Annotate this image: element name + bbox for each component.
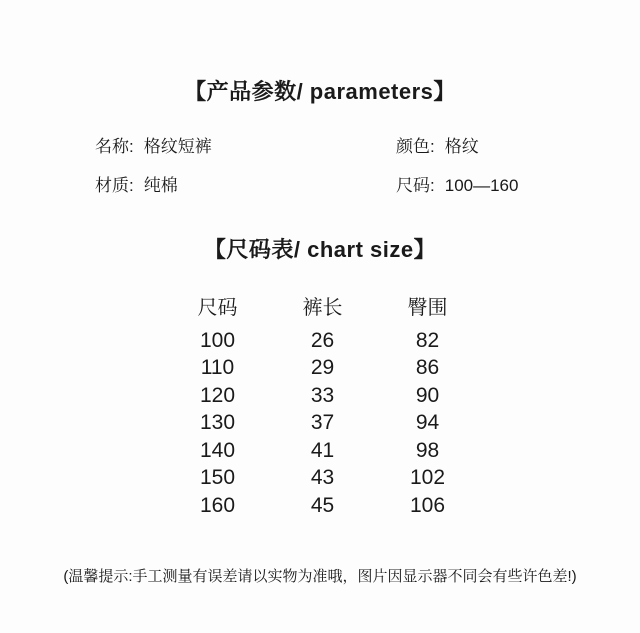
size-table-cell: 100 — [199, 328, 236, 352]
size-table-header-pant-length: 裤长 — [302, 297, 343, 319]
size-table-cell: 140 — [199, 438, 236, 462]
size-table-cell: 150 — [199, 466, 236, 489]
size-table-cell: 120 — [199, 383, 236, 407]
size-table-row — [165, 464, 481, 492]
size-table-body — [165, 327, 481, 520]
size-table-cell: 90 — [415, 383, 440, 407]
size-table-row — [165, 437, 481, 465]
size-table-header-size: 尺码 — [197, 297, 238, 319]
param-field-size — [396, 177, 518, 194]
param-size-value: 100—160 — [444, 176, 519, 195]
param-size-label: 尺码: — [396, 176, 435, 195]
parameters-section-title: 【产品参数/ parameters】 — [184, 79, 456, 104]
size-table-cell: 45 — [310, 493, 335, 517]
param-field-name — [95, 138, 212, 155]
param-name-label: 名称: — [95, 137, 134, 156]
size-table-row — [165, 327, 481, 355]
size-table-cell: 130 — [199, 411, 236, 434]
size-table-cell: 94 — [415, 411, 440, 434]
size-table-cell: 41 — [310, 438, 335, 462]
param-field-color — [396, 138, 479, 155]
size-table-cell: 29 — [310, 356, 335, 379]
size-table-header-hip: 臀围 — [407, 297, 448, 319]
size-table-cell: 33 — [310, 383, 335, 407]
size-table-cell: 37 — [310, 411, 335, 434]
size-table-cell: 106 — [409, 493, 446, 517]
size-table-row — [165, 409, 481, 437]
size-table-cell: 98 — [415, 438, 440, 462]
size-chart-table — [165, 295, 481, 519]
footer-disclaimer-note: (温馨提示:手工测量有误差请以实物为准哦，图片因显示器不同会有些许色差!) — [63, 568, 577, 585]
param-color-label: 颜色: — [396, 137, 435, 156]
size-table-cell: 86 — [415, 356, 440, 379]
param-material-value: 纯棉 — [143, 176, 178, 195]
size-table-cell: 26 — [310, 328, 335, 352]
size-table-row — [165, 354, 481, 382]
size-table-cell: 102 — [409, 466, 446, 489]
param-material-label: 材质: — [95, 176, 134, 195]
size-table-cell: 160 — [199, 493, 236, 517]
size-table-header-row — [165, 295, 481, 323]
size-chart-section-title: 【尺码表/ chart size】 — [203, 237, 437, 262]
param-field-material — [95, 177, 178, 194]
size-table-row — [165, 382, 481, 410]
size-table-cell: 110 — [200, 356, 235, 379]
param-color-value: 格纹 — [444, 137, 479, 156]
param-name-value: 格纹短裤 — [143, 137, 212, 156]
size-table-cell: 43 — [310, 466, 335, 489]
size-table-row — [165, 492, 481, 520]
size-table-cell: 82 — [415, 328, 440, 352]
